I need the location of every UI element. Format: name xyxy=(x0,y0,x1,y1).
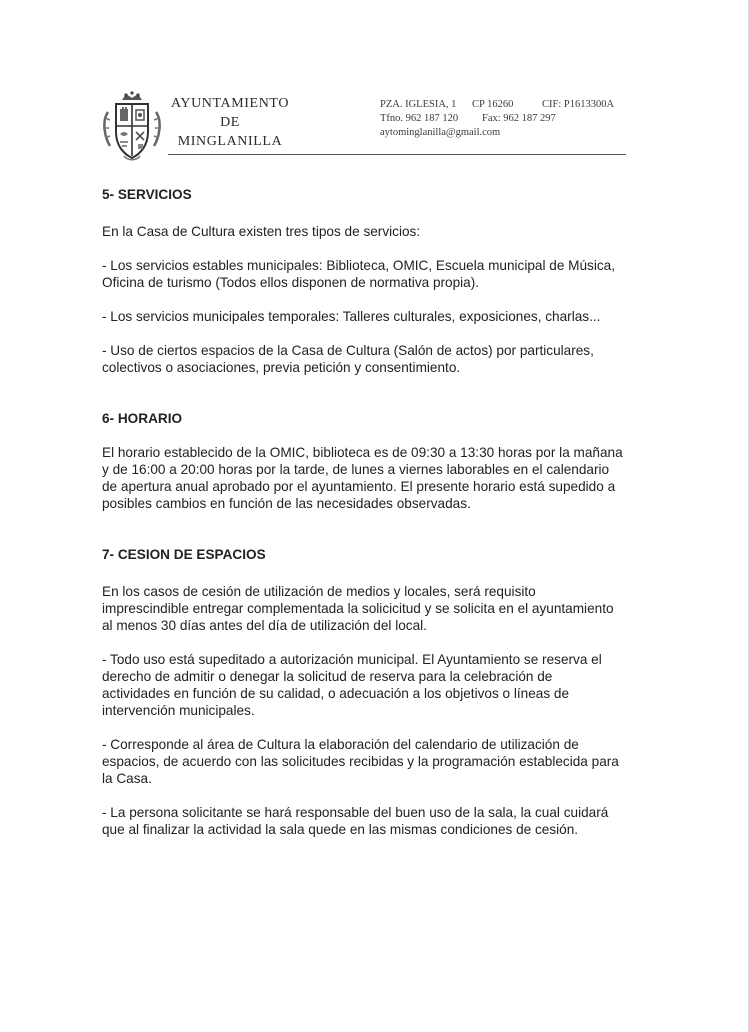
cesion-item-3: - La persona solicitante se hará responsable del buen uso de la sala, la cual cuidará que al finalizar la actividad la sala quede en las mismas condiciones de cesión. xyxy=(102,805,609,837)
cesion-item-2: - Corresponde al área de Cultura la elaboración del calendario de utilización de espacios, de acuerdo con las solicitudes recibidas y la programación establecida para la Casa. xyxy=(102,737,619,786)
servicios-intro: En la Casa de Cultura existen tres tipos de servicios: xyxy=(102,224,421,239)
servicios-item-3: - Uso de ciertos espacios de la Casa de Cultura (Salón de actos) por particulares, colectivos o asociaciones, previa petición y consentimiento. xyxy=(102,343,594,375)
coat-of-arms-icon xyxy=(100,90,164,162)
section-title-horario: 6- HORARIO xyxy=(102,411,183,426)
section-title-servicios: 5- SERVICIOS xyxy=(102,187,192,202)
phone: Tfno. 962 187 120 xyxy=(380,113,459,124)
org-name-line2: DE xyxy=(220,115,240,130)
document-body xyxy=(102,186,624,838)
organization-name xyxy=(160,94,300,151)
header-divider xyxy=(168,154,626,155)
horario-text: El horario establecido de la OMIC, biblioteca es de 09:30 a 13:30 horas por la mañana y de 16:00 a 20:00 horas por la tarde, de lunes a viernes laborables en el calendario de apertura anual aprobado por el ayuntamiento. El presente horario está supedido a posibles cambios en función de las necesidades observadas. xyxy=(102,445,623,511)
postcode: CP 16260 xyxy=(472,99,514,110)
org-name-line1: AYUNTAMIENTO xyxy=(170,96,290,111)
address: PZA. IGLESIA, 1 xyxy=(380,99,457,110)
contact-block xyxy=(380,98,630,140)
cesion-item-1: - Todo uso está supeditado a autorización municipal. El Ayuntamiento se reserva el derecho de admitir o denegar la solicitud de reserva para la celebración de actividades en función de su calidad, o adecuación a los objetivos o líneas de intervención municipales. xyxy=(102,652,602,718)
section-title-cesion: 7- CESION DE ESPACIOS xyxy=(102,547,266,562)
servicios-item-2: - Los servicios municipales temporales: Talleres culturales, exposiciones, charlas... xyxy=(102,309,601,324)
fax: Fax: 962 187 297 xyxy=(482,113,556,124)
cif: CIF: P1613300A xyxy=(542,99,615,110)
cesion-text: En los casos de cesión de utilización de medios y locales, será requisito imprescindible entregar complementada la solicicitud y se solicita en el ayuntamiento al menos 30 días antes del día de utilización del local. xyxy=(102,584,614,633)
email: aytominglanilla@gmail.com xyxy=(380,127,501,138)
org-name-line3: MINGLANILLA xyxy=(177,134,283,149)
servicios-item-1: - Los servicios estables municipales: Biblioteca, OMIC, Escuela municipal de Música, Oficina de turismo (Todos ellos disponen de normativa propia). xyxy=(102,258,615,290)
